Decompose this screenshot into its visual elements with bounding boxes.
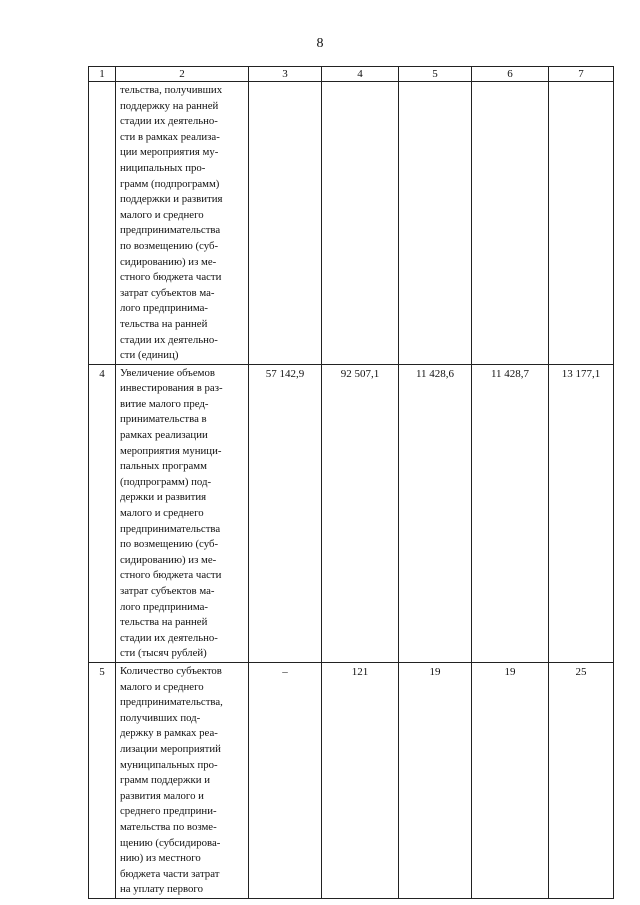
description-line: сидированию) из ме- bbox=[120, 255, 217, 268]
description-line: малого и среднего bbox=[120, 680, 204, 693]
description-line: бюджета части затрат bbox=[120, 867, 220, 880]
value-col-3: 57 142,9 bbox=[265, 367, 305, 380]
description-line: развития малого и bbox=[120, 789, 204, 802]
description-line: ниципальных про- bbox=[120, 161, 206, 174]
value-col-7 bbox=[549, 82, 613, 85]
description-line: нию) из местного bbox=[120, 852, 201, 865]
description-line: (подпрограмм) под- bbox=[120, 475, 212, 488]
description-line: витие малого пред- bbox=[120, 397, 209, 410]
description-line: рамках реализации bbox=[120, 429, 208, 442]
description-line: предпринимательства, bbox=[120, 696, 223, 709]
description-line: Увеличение объемов bbox=[120, 366, 216, 379]
description-line: щению (субсидирова- bbox=[120, 836, 221, 849]
description-line: тельства, получивших bbox=[120, 84, 223, 96]
value-col-4: 92 507,1 bbox=[340, 367, 380, 380]
value-col-6 bbox=[472, 82, 548, 85]
description-line: лизации мероприятий bbox=[120, 742, 221, 755]
header-col-7: 7 bbox=[549, 67, 614, 82]
description-line: затрат субъектов ма- bbox=[120, 286, 215, 299]
indicator-description bbox=[116, 663, 248, 898]
description-line: сти в рамках реализа- bbox=[120, 130, 220, 143]
description-line: стадии их деятельно- bbox=[120, 115, 218, 128]
value-col-4: 121 bbox=[351, 665, 369, 678]
description-line: ции мероприятия му- bbox=[120, 146, 219, 159]
value-col-4 bbox=[322, 82, 398, 85]
description-line: держки и развития bbox=[120, 491, 207, 504]
value-col-5: 11 428,6 bbox=[415, 367, 455, 380]
description-line: держку в рамках реа- bbox=[120, 727, 218, 740]
description-line: Количество субъектов bbox=[120, 664, 222, 677]
value-col-6: 19 bbox=[504, 665, 516, 678]
description-line: сти (тысяч рублей) bbox=[120, 647, 207, 660]
value-col-5 bbox=[399, 82, 471, 85]
value-col-5: 19 bbox=[429, 665, 441, 678]
description-line: пальных программ bbox=[120, 460, 207, 473]
description-line: тельства на ранней bbox=[120, 616, 208, 629]
row-number: 4 bbox=[99, 367, 105, 380]
header-col-4: 4 bbox=[322, 67, 399, 82]
description-line: стного бюджета части bbox=[120, 569, 222, 582]
description-line: предпринимательства bbox=[120, 224, 221, 237]
indicator-description bbox=[116, 82, 248, 364]
value-col-6: 11 428,7 bbox=[490, 367, 530, 380]
header-col-3: 3 bbox=[249, 67, 322, 82]
indicator-description bbox=[116, 365, 248, 662]
description-line: сти (единиц) bbox=[120, 349, 179, 362]
description-line: тельства на ранней bbox=[120, 317, 208, 330]
description-line: мероприятия муници- bbox=[120, 444, 222, 457]
indicators-table bbox=[88, 66, 614, 899]
description-line: муниципальных про- bbox=[120, 758, 218, 771]
description-line: стного бюджета части bbox=[120, 271, 222, 284]
description-line: лого предпринима- bbox=[120, 600, 209, 613]
description-line: мательства по возме- bbox=[120, 820, 217, 833]
description-line: поддержки и развития bbox=[120, 193, 223, 206]
row-number: 5 bbox=[99, 665, 105, 678]
header-col-6: 6 bbox=[472, 67, 549, 82]
header-col-1: 1 bbox=[89, 67, 116, 82]
description-line: грамм (подпрограмм) bbox=[120, 177, 220, 190]
description-line: на уплату первого bbox=[120, 883, 203, 896]
description-line: сидированию) из ме- bbox=[120, 553, 217, 566]
description-line: малого и среднего bbox=[120, 208, 204, 221]
value-col-3 bbox=[249, 82, 321, 85]
table-row bbox=[89, 364, 614, 662]
description-line: принимательства в bbox=[120, 413, 207, 426]
description-line: по возмещению (суб- bbox=[120, 538, 219, 551]
value-col-3: – bbox=[282, 665, 288, 678]
value-col-7: 25 bbox=[575, 665, 587, 678]
page-number: 8 bbox=[316, 36, 324, 51]
description-line: поддержку на ранней bbox=[120, 99, 219, 112]
row-number bbox=[89, 82, 115, 85]
description-line: лого предпринима- bbox=[120, 302, 209, 315]
value-col-7: 13 177,1 bbox=[561, 367, 601, 380]
header-col-2: 2 bbox=[116, 67, 249, 82]
description-line: затрат субъектов ма- bbox=[120, 585, 215, 597]
description-line: среднего предприни- bbox=[120, 805, 217, 818]
description-line: инвестирования в раз- bbox=[120, 382, 223, 395]
description-line: стадии их деятельно- bbox=[120, 631, 218, 644]
description-line: малого и среднего bbox=[120, 507, 204, 520]
description-line: грамм поддержки и bbox=[120, 774, 210, 787]
description-line: предпринимательства bbox=[120, 522, 221, 535]
description-line: по возмещению (суб- bbox=[120, 239, 219, 252]
header-col-5: 5 bbox=[399, 67, 472, 82]
description-line: стадии их деятельно- bbox=[120, 333, 218, 346]
table-row bbox=[89, 82, 614, 365]
description-line: получивших под- bbox=[120, 711, 201, 724]
table-header-row bbox=[89, 67, 614, 82]
table-row bbox=[89, 662, 614, 898]
